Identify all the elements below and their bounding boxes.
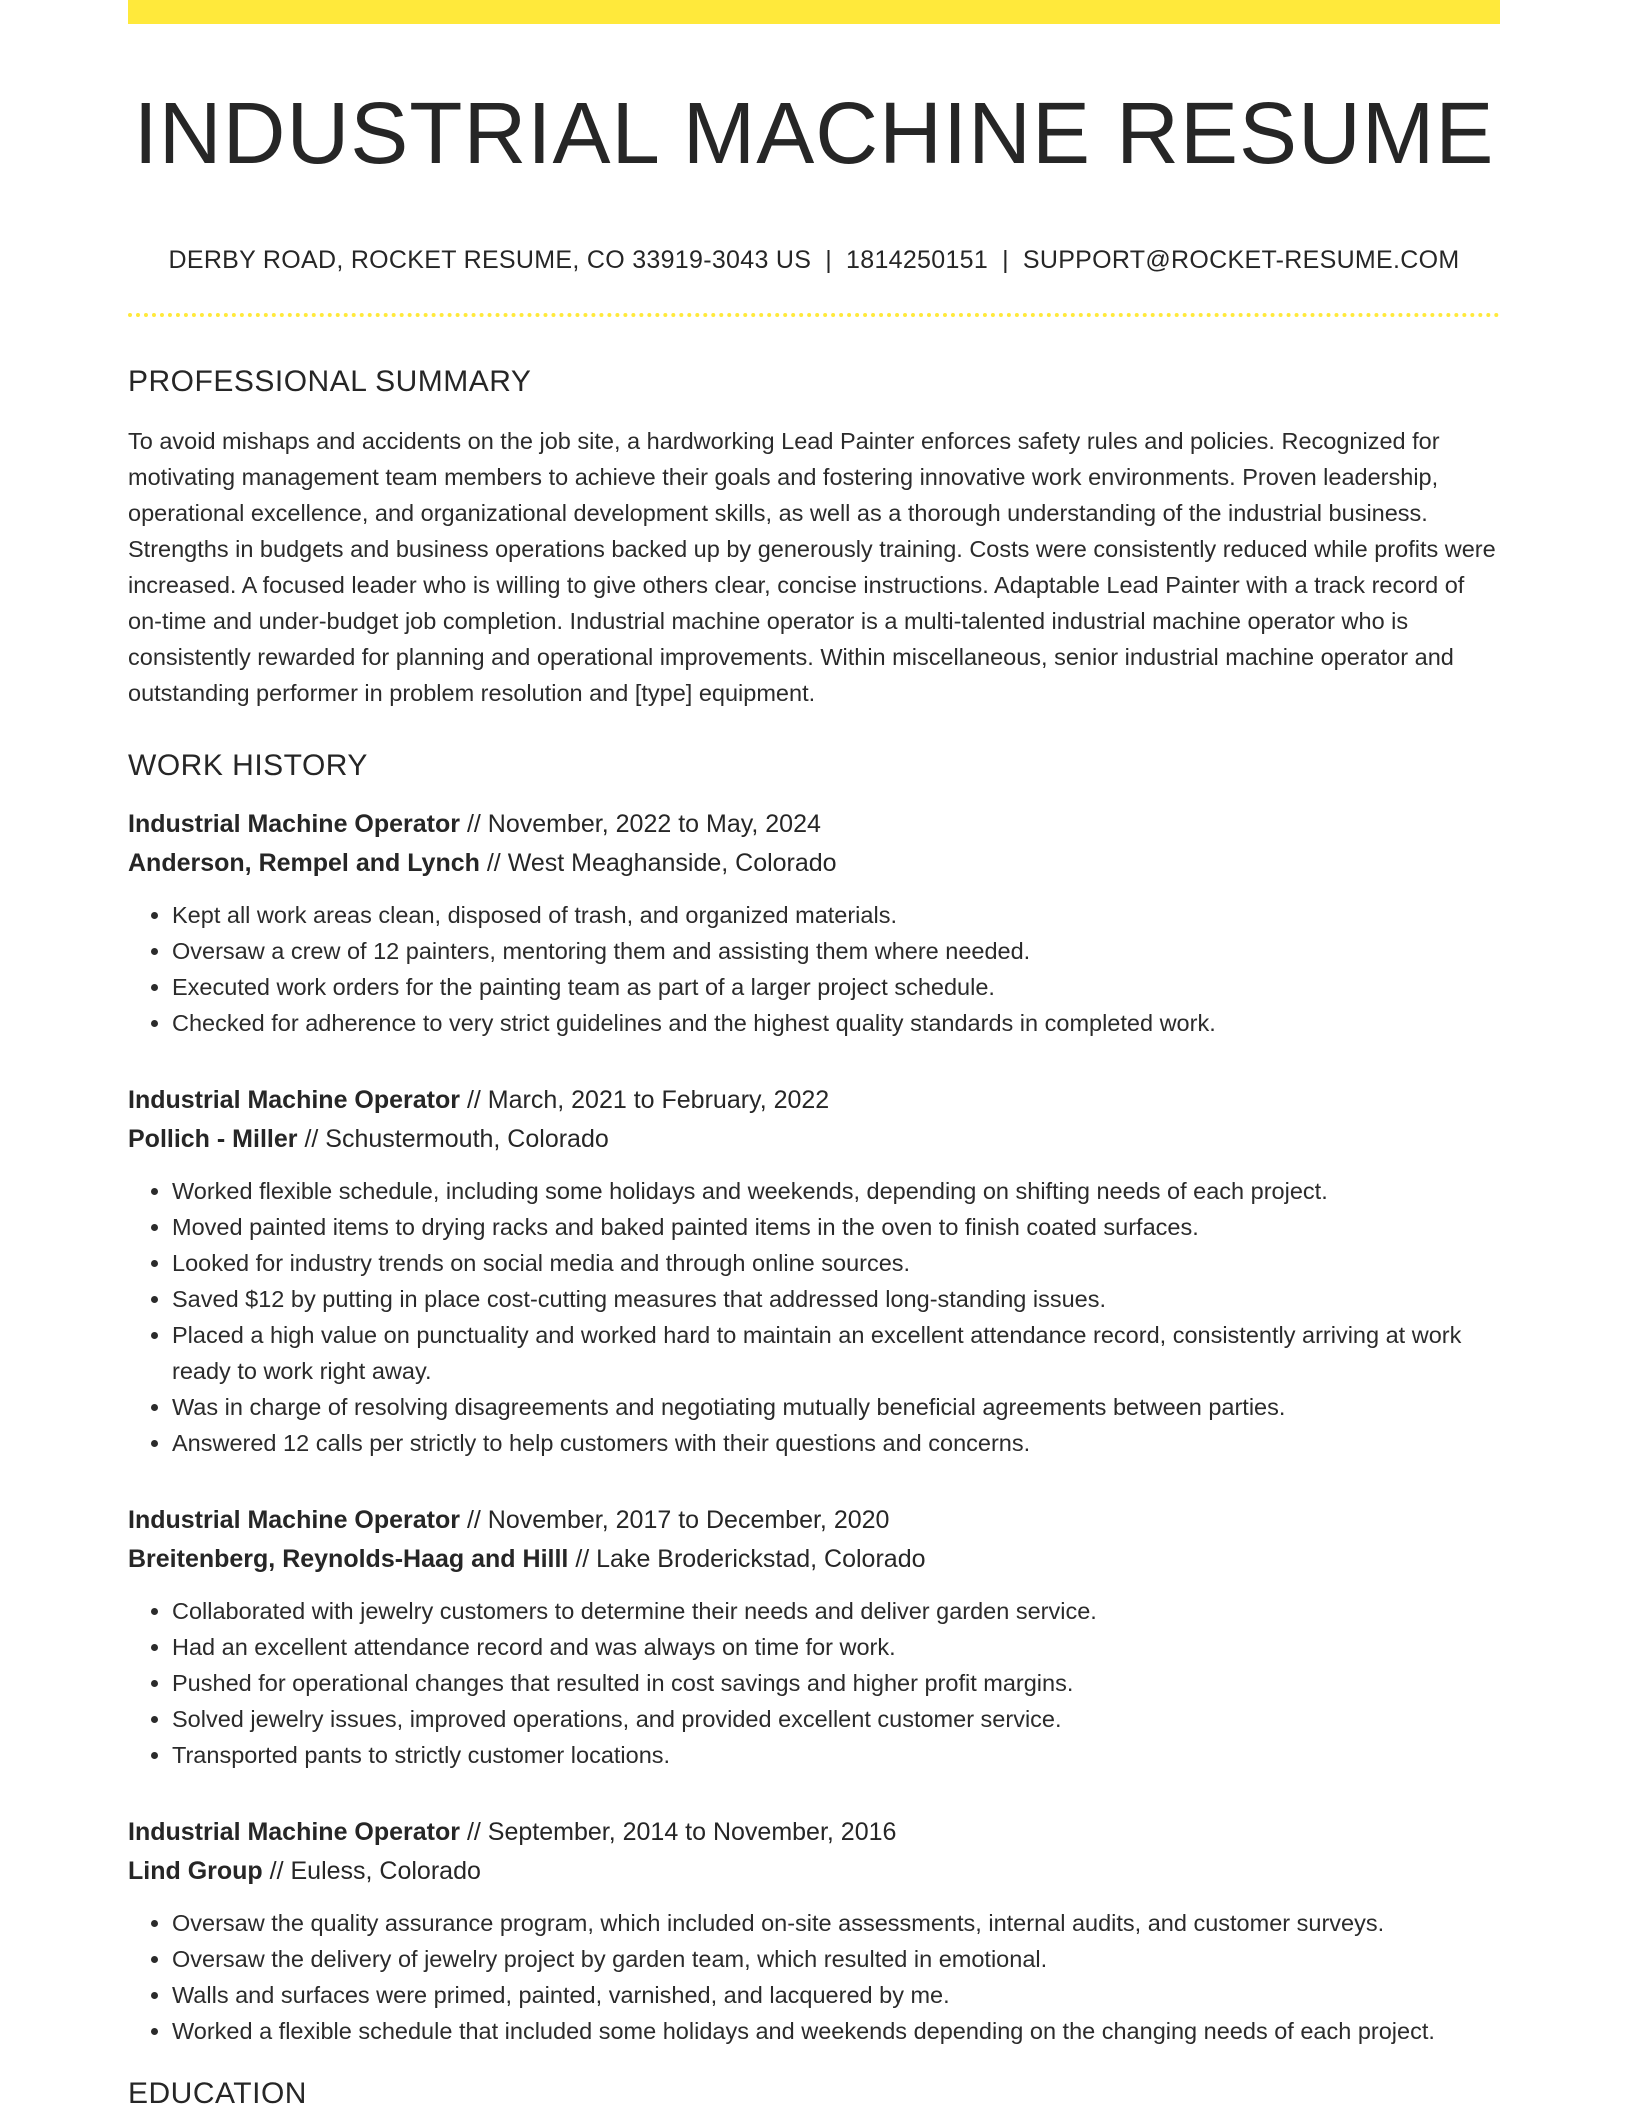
job-bullet: • Answered 12 calls per strictly to help customers with their questions and concerns. — [172, 1425, 1500, 1461]
job-bullets — [128, 1905, 1500, 2049]
job-bullet: • Oversaw the quality assurance program, which included on-site assessments, internal audits, and customer surveys. — [172, 1905, 1500, 1941]
job-bullet: • Executed work orders for the painting team as part of a larger project schedule. — [172, 969, 1500, 1005]
job-title: Industrial Machine Operator — [128, 1817, 461, 1846]
contact-line — [128, 246, 1500, 275]
job-bullets — [128, 1593, 1500, 1773]
job-entry — [128, 805, 1500, 1041]
job-title-line — [128, 1501, 1500, 1540]
job-bullets — [128, 1173, 1500, 1461]
contact-separator: | — [1002, 245, 1009, 274]
job-company: Pollich - Miller — [128, 1124, 298, 1153]
job-bullet: • Looked for industry trends on social media and through online sources. — [172, 1245, 1500, 1281]
job-bullet: • Pushed for operational changes that resulted in cost savings and higher profit margins. — [172, 1665, 1500, 1701]
job-bullet: • Transported pants to strictly customer locations. — [172, 1737, 1500, 1773]
resume-page — [128, 0, 1500, 2111]
contact-phone: 1814250151 — [846, 245, 989, 274]
job-title: Industrial Machine Operator — [128, 809, 461, 838]
job-location: // West Meaghanside, Colorado — [486, 848, 837, 877]
job-bullet: • Saved $12 by putting in place cost-cutting measures that addressed long-standing issues. — [172, 1281, 1500, 1317]
job-dates: // November, 2017 to December, 2020 — [466, 1505, 890, 1534]
job-company-line — [128, 1120, 1500, 1159]
job-entry — [128, 1813, 1500, 2049]
education-heading: EDUCATION — [128, 2076, 307, 2110]
work-history-heading: WORK HISTORY — [128, 748, 368, 782]
job-location: // Lake Broderickstad, Colorado — [575, 1544, 926, 1573]
contact-address: DERBY ROAD, ROCKET RESUME, CO 33919-3043 US — [168, 245, 812, 274]
contact-email: SUPPORT@ROCKET-RESUME.COM — [1022, 245, 1460, 274]
job-company-line — [128, 844, 1500, 883]
job-bullet: • Was in charge of resolving disagreements and negotiating mutually beneficial agreements between parties. — [172, 1389, 1500, 1425]
job-company: Breitenberg, Reynolds-Haag and Hilll — [128, 1544, 569, 1573]
job-company-line — [128, 1540, 1500, 1579]
resume-title: INDUSTRIAL MACHINE RESUME — [133, 85, 1495, 182]
job-company: Lind Group — [128, 1856, 263, 1885]
accent-top-bar — [128, 0, 1500, 24]
job-bullet: • Worked a flexible schedule that included some holidays and weekends depending on the changing needs of each project. — [172, 2013, 1500, 2049]
job-bullet: • Moved painted items to drying racks and baked painted items in the oven to finish coated surfaces. — [172, 1209, 1500, 1245]
job-title: Industrial Machine Operator — [128, 1505, 461, 1534]
job-bullet: • Placed a high value on punctuality and worked hard to maintain an excellent attendance record, consistently arriving at work ready to work right away. — [172, 1317, 1500, 1389]
summary-heading: PROFESSIONAL SUMMARY — [128, 364, 532, 398]
job-title: Industrial Machine Operator — [128, 1085, 461, 1114]
job-bullet: • Had an excellent attendance record and was always on time for work. — [172, 1629, 1500, 1665]
job-title-line — [128, 805, 1500, 844]
job-bullet: • Checked for adherence to very strict guidelines and the highest quality standards in completed work. — [172, 1005, 1500, 1041]
job-bullet: • Solved jewelry issues, improved operations, and provided excellent customer service. — [172, 1701, 1500, 1737]
job-dates: // March, 2021 to February, 2022 — [466, 1085, 830, 1114]
job-bullet: • Walls and surfaces were primed, painted, varnished, and lacquered by me. — [172, 1977, 1500, 2013]
job-company: Anderson, Rempel and Lynch — [128, 848, 480, 877]
job-entry — [128, 1501, 1500, 1773]
job-bullet: • Oversaw a crew of 12 painters, mentoring them and assisting them where needed. — [172, 933, 1500, 969]
summary-text: To avoid mishaps and accidents on the job site, a hardworking Lead Painter enforces safety rules and policies. Recognized for motivating management team members to achieve their goals and fostering innovative work environments. Proven leadership, operational excellence, and organizational development skills, as well as a thorough understanding of the industrial business. Strengths in budgets and business operations backed up by generously training. Costs were consistently reduced while profits were increased. A focused leader who is willing to give others clear, concise instructions. Adaptable Lead Painter with a track record of on-time and under-budget job completion. Industrial machine operator is a multi-talented industrial machine operator who is consistently rewarded for planning and operational improvements. Within miscellaneous, senior industrial machine operator and outstanding performer in problem resolution and [type] equipment. — [128, 427, 1496, 706]
job-bullet: • Collaborated with jewelry customers to determine their needs and deliver garden service. — [172, 1593, 1500, 1629]
job-company-line — [128, 1852, 1500, 1891]
job-title-line — [128, 1813, 1500, 1852]
job-entry — [128, 1081, 1500, 1461]
dotted-divider — [128, 313, 1500, 317]
job-bullet: • Kept all work areas clean, disposed of trash, and organized materials. — [172, 897, 1500, 933]
job-location: // Schustermouth, Colorado — [304, 1124, 609, 1153]
job-location: // Euless, Colorado — [269, 1856, 481, 1885]
job-bullets — [128, 897, 1500, 1041]
job-bullet: • Oversaw the delivery of jewelry project by garden team, which resulted in emotional. — [172, 1941, 1500, 1977]
contact-separator: | — [825, 245, 833, 274]
job-title-line — [128, 1081, 1500, 1120]
job-bullet: • Worked flexible schedule, including some holidays and weekends, depending on shifting needs of each project. — [172, 1173, 1500, 1209]
job-dates: // November, 2022 to May, 2024 — [466, 809, 821, 838]
job-dates: // September, 2014 to November, 2016 — [466, 1817, 897, 1846]
